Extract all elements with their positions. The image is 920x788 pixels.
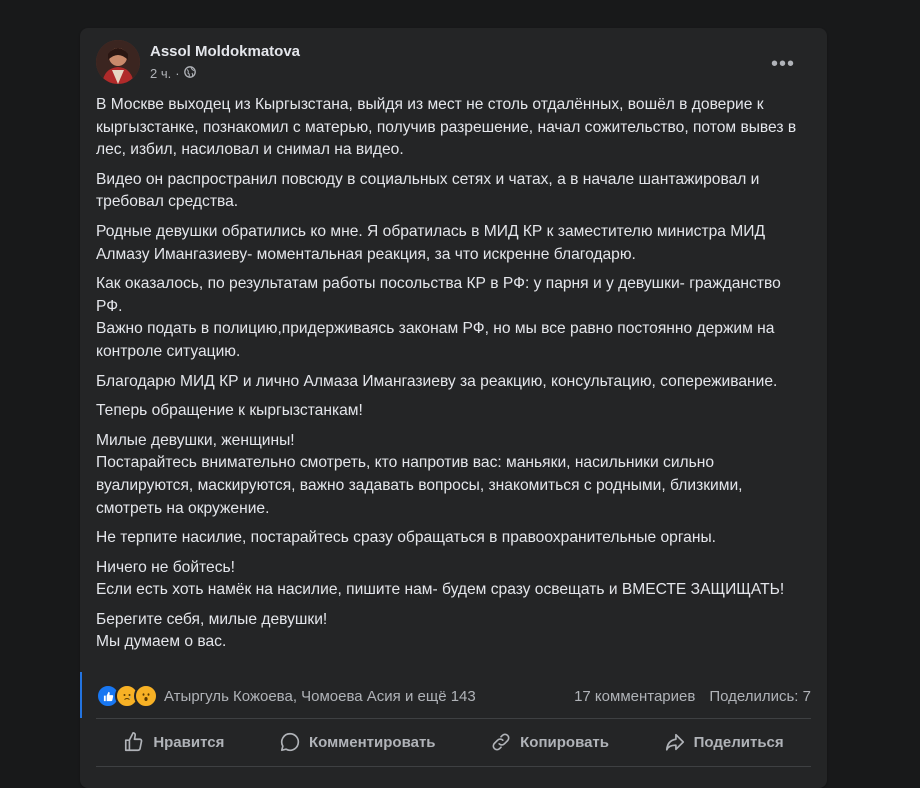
post-stats xyxy=(574,688,811,705)
post-paragraph: В Москве выходец из Кыргызстана, выйдя из мест не столь отдалённых, вошёл в доверие к кыргызстанке, познакомил с матерью, получив разрешение, начал сожительство, потом вывез в лес, избил, насиловал и снимал на видео. xyxy=(96,96,797,159)
comment-label: Комментировать xyxy=(308,733,436,751)
share-button[interactable] xyxy=(652,725,796,759)
reaction-icons[interactable] xyxy=(96,684,158,708)
post-card xyxy=(80,28,827,788)
post-paragraph: Ничего не бойтесь! Если есть хоть намёк на насилие, пишите нам- будем сразу освещать и ВМЕСТЕ ЗАЩИЩАТЬ! xyxy=(96,558,785,599)
reactions-bar xyxy=(96,678,811,714)
share-arrow-icon xyxy=(664,731,686,753)
avatar[interactable] xyxy=(96,40,140,84)
reactions-names[interactable]: Атыргуль Кожоева, Чомоева Асия и ещё 143 xyxy=(164,687,476,705)
comment-bubble-icon xyxy=(279,731,301,753)
like-label: Нравится xyxy=(153,733,225,751)
focus-indicator xyxy=(80,672,82,718)
link-icon xyxy=(490,731,512,753)
post-actions xyxy=(96,724,811,760)
post-paragraph: Милые девушки, женщины! Постарайтесь внимательно смотреть, кто напротив вас: маньяки, насильники сильно вуалируются, маскируются, важно задавать вопросы, знакомиться с родными, близкими, смотреть на окружение. xyxy=(96,431,743,517)
comment-button[interactable] xyxy=(267,725,448,759)
post-time[interactable]: 2 ч. xyxy=(150,66,172,81)
share-label: Поделиться xyxy=(693,733,784,751)
divider xyxy=(96,766,811,767)
meta-separator: · xyxy=(175,66,180,81)
shares-count[interactable]: Поделились: 7 xyxy=(709,687,811,705)
comments-count[interactable]: 17 комментариев xyxy=(574,687,696,705)
post-paragraph: Теперь обращение к кыргызстанкам! xyxy=(96,402,363,420)
author-name[interactable]: Assol Moldokmatova xyxy=(150,43,301,60)
post-paragraph: Как оказалось, по результатам работы посольства КР в РФ: у парня и у девушки- гражданство РФ. Важно подать в полицию,придерживаясь законам РФ, но мы все равно постоянно держим на контроле ситуацию. xyxy=(96,275,781,360)
like-button[interactable] xyxy=(111,725,236,759)
post-header xyxy=(96,40,811,84)
divider xyxy=(96,718,811,719)
post-paragraph: Берегите себя, милые девушки! Мы думаем о вас. xyxy=(96,610,328,651)
globe-icon[interactable] xyxy=(184,66,196,81)
post-paragraph: Видео он распространил повсюду в социальных сетях и чатах, а в начале шантажировал и требовал средства. xyxy=(96,170,760,211)
more-options-button[interactable] xyxy=(765,46,801,82)
wow-reaction-icon xyxy=(134,684,158,708)
thumbs-up-icon xyxy=(123,731,145,753)
more-dots-icon: ••• xyxy=(770,52,795,75)
post-paragraph: Родные девушки обратились ко мне. Я обратилась в МИД КР к заместителю министра МИД Алмазу Имангазиеву- моментальная реакция, за что искренне благодарю. xyxy=(96,222,766,263)
post-body xyxy=(96,94,811,661)
copy-button[interactable] xyxy=(478,725,621,759)
post-paragraph: Не терпите насилие, постарайтесь сразу обращаться в правоохранительные органы. xyxy=(96,529,716,547)
post-meta xyxy=(150,66,196,81)
post-paragraph: Благодарю МИД КР и лично Алмаза Имангазиеву за реакцию, консультацию, сопереживание. xyxy=(96,372,778,390)
copy-label: Копировать xyxy=(520,733,609,751)
